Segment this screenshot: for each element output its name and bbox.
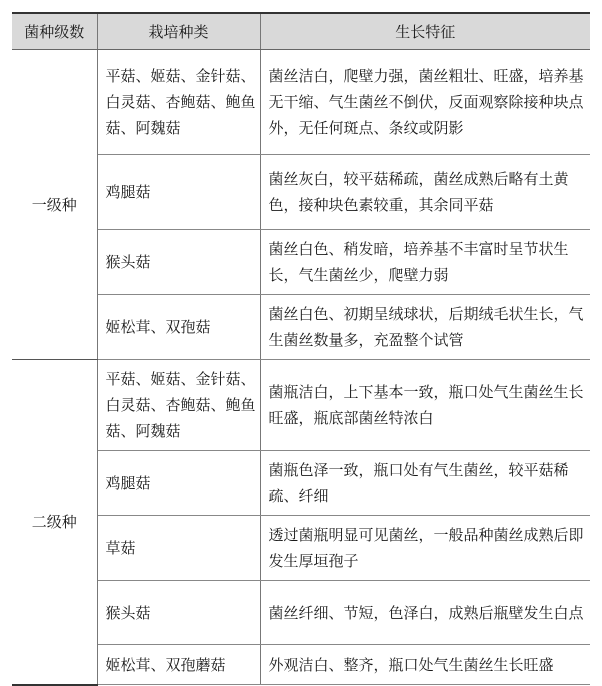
species-cell: 姬松茸、双孢蘑菇 xyxy=(97,645,260,685)
species-cell: 平菇、姬菇、金针菇、白灵菇、杏鲍菇、鲍鱼菇、阿魏菇 xyxy=(97,50,260,155)
species-cell: 鸡腿菇 xyxy=(97,155,260,230)
table-row xyxy=(12,645,590,685)
table-row xyxy=(12,155,590,230)
trait-cell: 外观洁白、整齐，瓶口处气生菌丝生长旺盛 xyxy=(260,645,590,685)
trait-cell: 菌丝灰白，较平菇稀疏，菌丝成熟后略有土黄色，接种块色素较重，其余同平菇 xyxy=(260,155,590,230)
trait-cell: 菌丝纤细、节短，色泽白，成熟后瓶壁发生白点 xyxy=(260,581,590,645)
table-row xyxy=(12,451,590,516)
table-row xyxy=(12,581,590,645)
spawn-grade-table xyxy=(12,12,590,686)
trait-cell: 菌丝白色、稍发暗，培养基不丰富时呈节状生长，气生菌丝少，爬壁力弱 xyxy=(260,230,590,295)
species-cell: 猴头菇 xyxy=(97,581,260,645)
table-row xyxy=(12,360,590,451)
trait-cell: 透过菌瓶明显可见菌丝，一般品种菌丝成熟后即发生厚垣孢子 xyxy=(260,516,590,581)
table-row xyxy=(12,516,590,581)
header-trait: 生长特征 xyxy=(260,13,590,50)
species-cell: 猴头菇 xyxy=(97,230,260,295)
grade-cell: 一级种 xyxy=(12,50,97,360)
trait-cell: 菌瓶色泽一致，瓶口处有气生菌丝，较平菇稀疏、纤细 xyxy=(260,451,590,516)
species-cell: 草菇 xyxy=(97,516,260,581)
species-cell: 姬松茸、双孢菇 xyxy=(97,295,260,360)
trait-cell: 菌丝洁白，爬壁力强，菌丝粗壮、旺盛，培养基无干缩、气生菌丝不倒伏，反面观察除接种块点外，无任何斑点、条纹或阴影 xyxy=(260,50,590,155)
trait-cell: 菌丝白色、初期呈绒球状，后期绒毛状生长，气生菌丝数量多，充盈整个试管 xyxy=(260,295,590,360)
species-cell: 鸡腿菇 xyxy=(97,451,260,516)
table-row xyxy=(12,50,590,155)
grade-cell: 二级种 xyxy=(12,360,97,685)
species-cell: 平菇、姬菇、金针菇、白灵菇、杏鲍菇、鲍鱼菇、阿魏菇 xyxy=(97,360,260,451)
table-row xyxy=(12,295,590,360)
header-grade: 菌种级数 xyxy=(12,13,97,50)
trait-cell: 菌瓶洁白，上下基本一致，瓶口处气生菌丝生长旺盛，瓶底部菌丝特浓白 xyxy=(260,360,590,451)
table-header-row xyxy=(12,13,590,50)
table-row xyxy=(12,230,590,295)
header-species: 栽培种类 xyxy=(97,13,260,50)
